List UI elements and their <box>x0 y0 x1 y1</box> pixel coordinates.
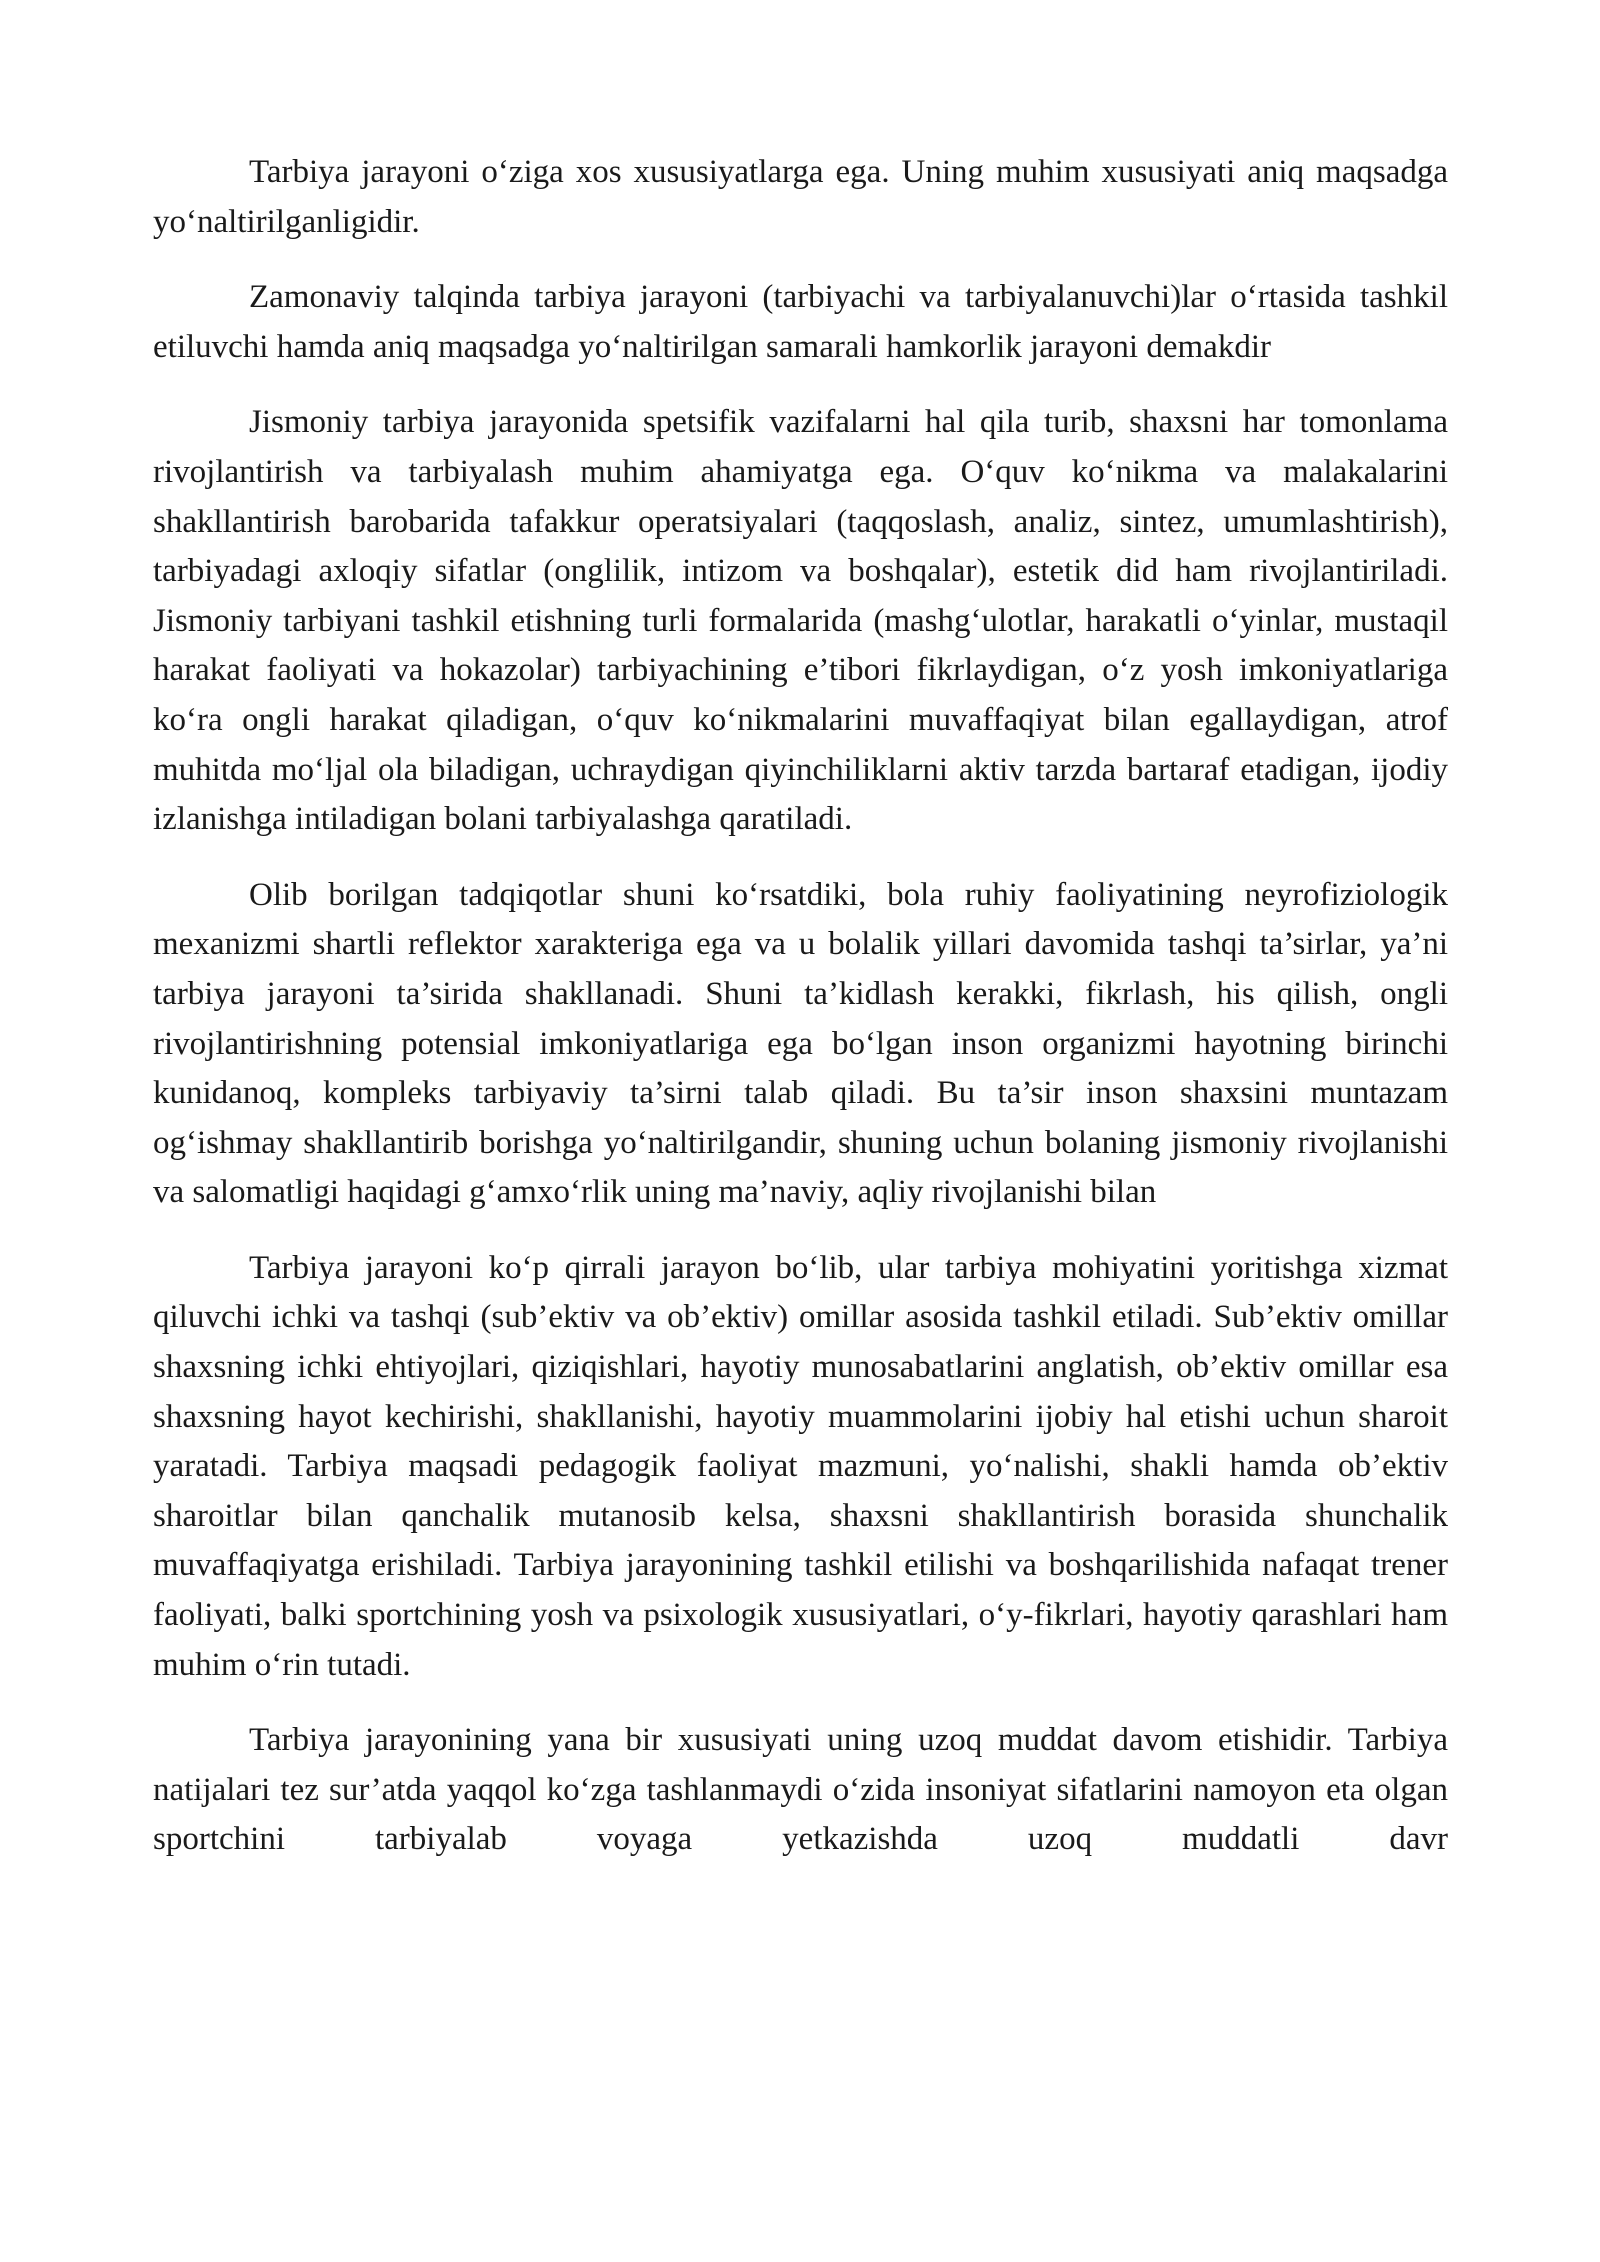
paragraph-2: Zamonaviy talqinda tarbiya jarayoni (tarbiyachi va tarbiyalanuvchi)lar o‘rtasida tashkil etiluvchi hamda aniq maqsadga yo‘naltirilgan samarali hamkorlik jarayoni demakdir <box>153 279 1448 365</box>
paragraph-3: Jismoniy tarbiya jarayonida spetsifik vazifalarni hal qila turib, shaxsni har tomonlama rivojlantirish va tarbiyalash muhim ahamiyatga ega. O‘quv ko‘nikma va malakalarini shakllantirish barobarida tafakkur operatsiyalari (taqqoslash, analiz, sintez, umumlashtirish), tarbiyadagi axloqiy sifatlar (onglilik, intizom va boshqalar), estetik did ham rivojlantiriladi. Jismoniy tarbiyani tashkil etishning turli formalarida (mashg‘ulotlar, harakatli o‘yinlar, mustaqil harakat faoliyati va hokazolar) tarbiyachining e’tibori fikrlaydigan, o‘z yosh imkoniyatlariga ko‘ra ongli harakat qiladigan, o‘quv ko‘nikmalarini muvaffaqiyat bilan egallaydigan, atrof muhitda mo‘ljal ola biladigan, uchraydigan qiyinchiliklarni aktiv tarzda bartaraf etadigan, ijodiy izlanishga intiladigan bolani tarbiyalashga qaratiladi. <box>153 404 1448 838</box>
paragraph-1: Tarbiya jarayoni o‘ziga xos xususiyatlarga ega. Uning muhim xususiyati aniq maqsadga yo‘naltirilganligidir. <box>153 154 1448 240</box>
paragraph-6: Tarbiya jarayonining yana bir xususiyati uning uzoq muddat davom etishidir. Tarbiya natijalari tez sur’atda yaqqol ko‘zga tashlanmaydi o‘zida insoniyat sifatlarini namoyon eta olgan sportchini tarbiyalab voyaga yetkazishda uzoq muddatli davr <box>153 1722 1448 1858</box>
document-page <box>153 148 1448 1891</box>
paragraph-5: Tarbiya jarayoni ko‘p qirrali jarayon bo‘lib, ular tarbiya mohiyatini yoritishga xizmat qiluvchi ichki va tashqi (sub’ektiv va ob’ektiv) omillar asosida tashkil etiladi. Sub’ektiv omillar shaxsning ichki ehtiyojlari, qiziqishlari, hayotiy munosabatlarini anglatish, ob’ektiv omillar esa shaxsning hayot kechirishi, shakllanishi, hayotiy muammolarini ijobiy hal etishi uchun sharoit yaratadi. Tarbiya maqsadi pedagogik faoliyat mazmuni, yo‘nalishi, shakli hamda ob’ektiv sharoitlar bilan qanchalik mutanosib kelsa, shaxsni shakllantirish borasida shunchalik muvaffaqiyatga erishiladi. Tarbiya jarayonining tashkil etilishi va boshqarilishida nafaqat trener faoliyati, balki sportchining yosh va psixologik xususiyatlari, o‘y-fikrlari, hayotiy qarashlari ham muhim o‘rin tutadi. <box>153 1249 1448 1683</box>
paragraph-4: Olib borilgan tadqiqotlar shuni ko‘rsatdiki, bola ruhiy faoliyatining neyrofiziologik mexanizmi shartli reflektor xarakteriga ega va u bolalik yillari davomida tashqi ta’sirlar, ya’ni tarbiya jarayoni ta’sirida shakllanadi. Shuni ta’kidlash kerakki, fikrlash, his qilish, ongli rivojlantirishning potensial imkoniyatlariga ega bo‘lgan inson organizmi hayotning birinchi kunidanoq, kompleks tarbiyaviy ta’sirni talab qiladi. Bu ta’sir inson shaxsini muntazam og‘ishmay shakllantirib borishga yo‘naltirilgandir, shuning uchun bolaning jismoniy rivojlanishi va salomatligi haqidagi g‘amxo‘rlik uning ma’naviy, aqliy rivojlanishi bilan <box>153 876 1448 1211</box>
